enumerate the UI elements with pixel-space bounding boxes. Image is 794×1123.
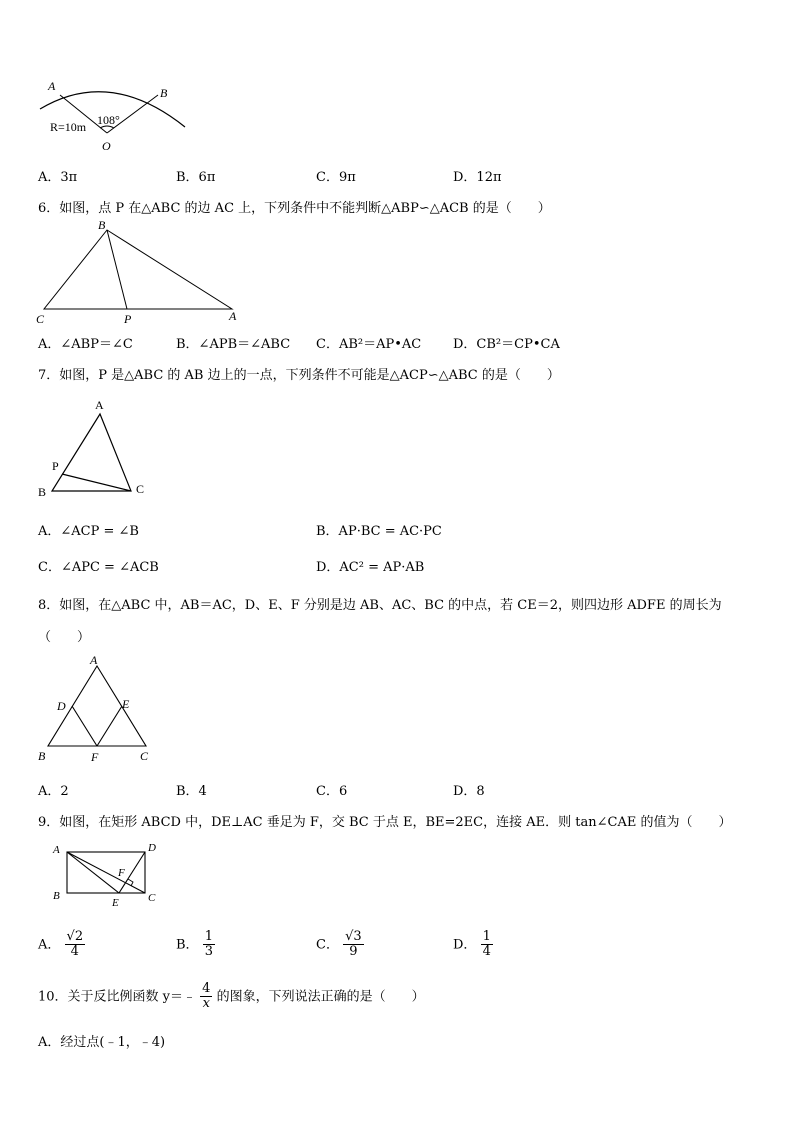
q8-stem: 8．如图，在△ABC 中，AB＝AC，D、E、F 分别是边 AB、AC、BC 的中点，若 CE＝2，则四边形 ADFE 的周长为 bbox=[38, 598, 722, 613]
q6-segment-bp bbox=[107, 230, 127, 309]
q5-label-a: A bbox=[48, 79, 56, 93]
q10-stem-pre: 10．关于反比例函数 y＝﹣ bbox=[38, 989, 197, 1005]
q5-option-a: A．3π bbox=[38, 170, 78, 185]
q8-label-a: A bbox=[90, 653, 98, 667]
q9-label-e: E bbox=[112, 897, 119, 909]
q5-option-d: D．12π bbox=[453, 170, 502, 185]
q5-label-angle: 108° bbox=[97, 113, 120, 127]
q6-triangle bbox=[44, 230, 232, 309]
q9-stem: 9．如图，在矩形 ABCD 中，DE⊥AC 垂足为 F，交 BC 于点 E，BE=2EC，连接 AE．则 tan∠CAE 的值为（ ） bbox=[38, 815, 732, 830]
q9-option-a-fraction: $\frac{√2}{4}$ bbox=[66, 929, 84, 960]
q8-label-b: B bbox=[38, 749, 46, 763]
q6-label-b: B bbox=[98, 218, 106, 232]
q9-label-b: B bbox=[53, 890, 60, 902]
q10-option-a: A．经过点(﹣1，﹣4) bbox=[38, 1035, 166, 1050]
q9-label-c: C bbox=[148, 892, 156, 904]
q8-label-d: D bbox=[57, 699, 66, 713]
q5-label-r: R=10m bbox=[50, 120, 87, 134]
q9-option-c-fraction: $\frac{√3}{9}$ bbox=[345, 929, 362, 960]
q8-label-c: C bbox=[140, 749, 149, 763]
q6-label-c: C bbox=[36, 312, 45, 326]
q9-rectangle-figure bbox=[45, 836, 170, 911]
q7-option-a: A．∠ACP = ∠B bbox=[38, 524, 139, 539]
q5-sector-figure bbox=[30, 75, 200, 155]
q9-option-b-fraction: $\frac{1}{3}$ bbox=[204, 929, 213, 960]
q6-label-p: P bbox=[124, 312, 132, 326]
q6-option-c: C．AB²＝AP•AC bbox=[316, 337, 422, 352]
q9-option-b bbox=[176, 930, 215, 960]
q9-segment-ae bbox=[67, 852, 119, 893]
q9-option-b-prefix: B． bbox=[176, 937, 199, 953]
q9-label-d: D bbox=[148, 842, 156, 854]
q8-label-e: E bbox=[122, 697, 130, 711]
q8-option-a: A．2 bbox=[38, 784, 69, 799]
q9-option-a bbox=[38, 930, 85, 960]
q8-option-b: B．4 bbox=[176, 784, 207, 799]
q9-option-d-prefix: D． bbox=[453, 937, 477, 953]
q5-option-c: C．9π bbox=[316, 170, 356, 185]
q8-triangle-figure bbox=[30, 650, 160, 765]
q9-option-d-fraction: $\frac{1}{4}$ bbox=[482, 929, 491, 960]
q5-label-b: B bbox=[160, 86, 168, 100]
q7-triangle-figure bbox=[35, 396, 155, 504]
q6-option-d: D．CB²＝CP•CA bbox=[453, 337, 560, 352]
q6-triangle-figure bbox=[30, 217, 250, 327]
q7-option-d: D．AC² = AP·AB bbox=[316, 560, 425, 575]
q6-label-a: A bbox=[229, 309, 237, 323]
q7-stem: 7．如图，P 是△ABC 的 AB 边上的一点，下列条件不可能是△ACP∽△ABC 的是（ ） bbox=[38, 368, 560, 383]
q7-label-b: B bbox=[38, 485, 47, 499]
q9-label-a: A bbox=[53, 844, 60, 856]
q8-stem-bracket: （ ） bbox=[38, 630, 91, 645]
q9-option-c bbox=[316, 930, 364, 960]
q9-option-a-prefix: A． bbox=[38, 937, 61, 953]
q6-stem: 6．如图，点 P 在△ABC 的边 AC 上，下列条件中不能判断△ABP∽△ACB 的是（ ） bbox=[38, 201, 551, 216]
q10-stem bbox=[38, 982, 425, 1012]
q8-label-f: F bbox=[91, 750, 99, 764]
q7-option-b: B．AP·BC = AC·PC bbox=[316, 524, 442, 539]
q10-stem-post: 的图象，下列说法正确的是（ ） bbox=[216, 989, 425, 1005]
q8-segment-df bbox=[72, 706, 97, 746]
q8-segment-fe bbox=[97, 706, 122, 746]
q10-fraction: $\frac{4}{x}$ bbox=[202, 981, 211, 1012]
q9-option-c-prefix: C． bbox=[316, 937, 339, 953]
q7-option-c: C．∠APC = ∠ACB bbox=[38, 560, 159, 575]
q8-option-d: D．8 bbox=[453, 784, 485, 799]
q7-triangle bbox=[52, 414, 131, 491]
q9-diagonal-ac bbox=[67, 852, 145, 893]
q9-option-d bbox=[453, 930, 493, 960]
q6-option-a: A．∠ABP＝∠C bbox=[38, 337, 133, 352]
q9-label-f: F bbox=[118, 867, 125, 879]
q6-option-b: B．∠APB＝∠ABC bbox=[176, 337, 291, 352]
q7-label-p: P bbox=[52, 459, 59, 473]
q5-option-b: B．6π bbox=[176, 170, 216, 185]
q7-segment-pc bbox=[62, 474, 131, 491]
q7-label-a: A bbox=[95, 398, 104, 412]
q8-option-c: C．6 bbox=[316, 784, 348, 799]
q5-label-o: O bbox=[102, 139, 111, 153]
q7-label-c: C bbox=[136, 482, 145, 496]
